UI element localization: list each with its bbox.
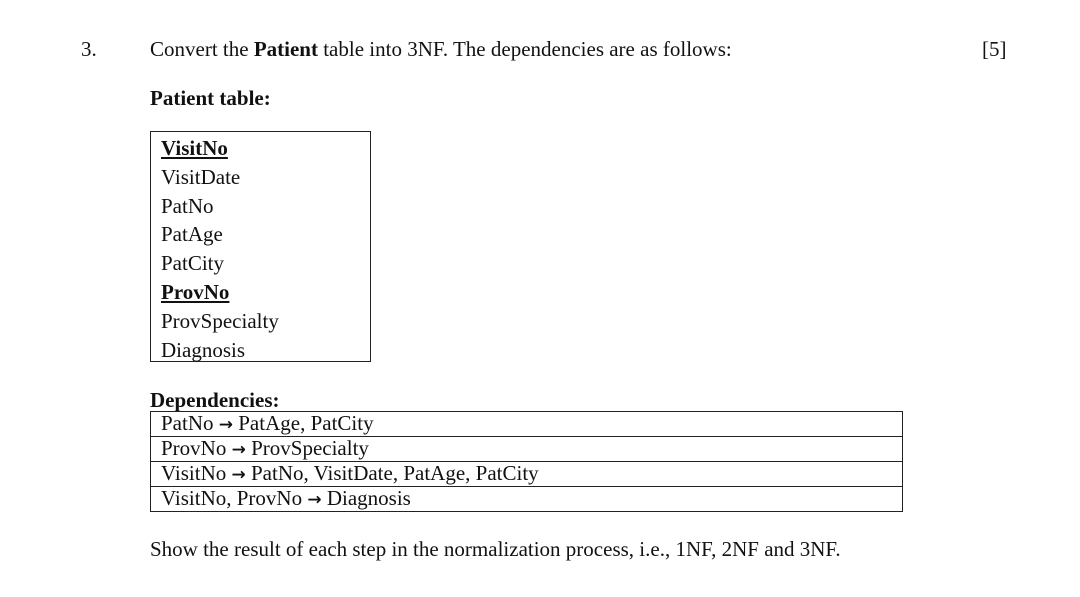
- right-arrow-icon: →: [307, 490, 322, 510]
- dependency-rhs: PatNo, VisitDate, PatAge, PatCity: [251, 461, 539, 485]
- dependency-lhs: ProvNo: [161, 436, 227, 460]
- attribute: VisitDate: [161, 165, 241, 189]
- question-text: [150, 37, 732, 62]
- dependency-lhs: VisitNo, ProvNo: [161, 486, 303, 510]
- patient-table-heading: Patient table:: [150, 86, 271, 110]
- question-text-end: table into 3NF. The dependencies are as follows:: [317, 37, 732, 61]
- attribute: PatCity: [161, 251, 225, 275]
- right-arrow-icon: →: [231, 465, 246, 485]
- dependency-row: [151, 412, 903, 437]
- attribute: PatAge: [161, 222, 223, 246]
- right-arrow-icon: →: [231, 440, 246, 460]
- dependency-cell: [151, 462, 903, 487]
- attribute: Diagnosis: [161, 338, 245, 362]
- question-number: 3.: [81, 37, 97, 61]
- dependency-row: [151, 437, 903, 462]
- dependency-row: [151, 462, 903, 487]
- dependency-cell: [151, 437, 903, 462]
- dependencies-table: [150, 411, 903, 512]
- question-text-start: Convert the: [150, 37, 254, 61]
- dependency-lhs: VisitNo: [161, 461, 227, 485]
- question-marks: [5]: [982, 37, 1007, 61]
- attribute: ProvSpecialty: [161, 309, 279, 333]
- attribute-primary-key: VisitNo: [161, 136, 228, 160]
- attribute: PatNo: [161, 194, 214, 218]
- patient-attribute-box: [150, 131, 371, 362]
- dependency-rhs: PatAge, PatCity: [238, 411, 374, 435]
- attribute-primary-key: ProvNo: [161, 280, 230, 304]
- dependency-rhs: ProvSpecialty: [251, 436, 369, 460]
- dependency-cell: [151, 487, 903, 512]
- dependencies-heading: Dependencies:: [150, 388, 280, 412]
- question-text-bold: Patient: [253, 37, 318, 61]
- instruction-text: Show the result of each step in the normalization process, i.e., 1NF, 2NF and 3NF.: [150, 537, 841, 561]
- right-arrow-icon: →: [218, 415, 233, 435]
- dependency-row: [151, 487, 903, 512]
- dependency-rhs: Diagnosis: [326, 486, 411, 510]
- dependency-lhs: PatNo: [161, 411, 214, 435]
- dependency-cell: [151, 412, 903, 437]
